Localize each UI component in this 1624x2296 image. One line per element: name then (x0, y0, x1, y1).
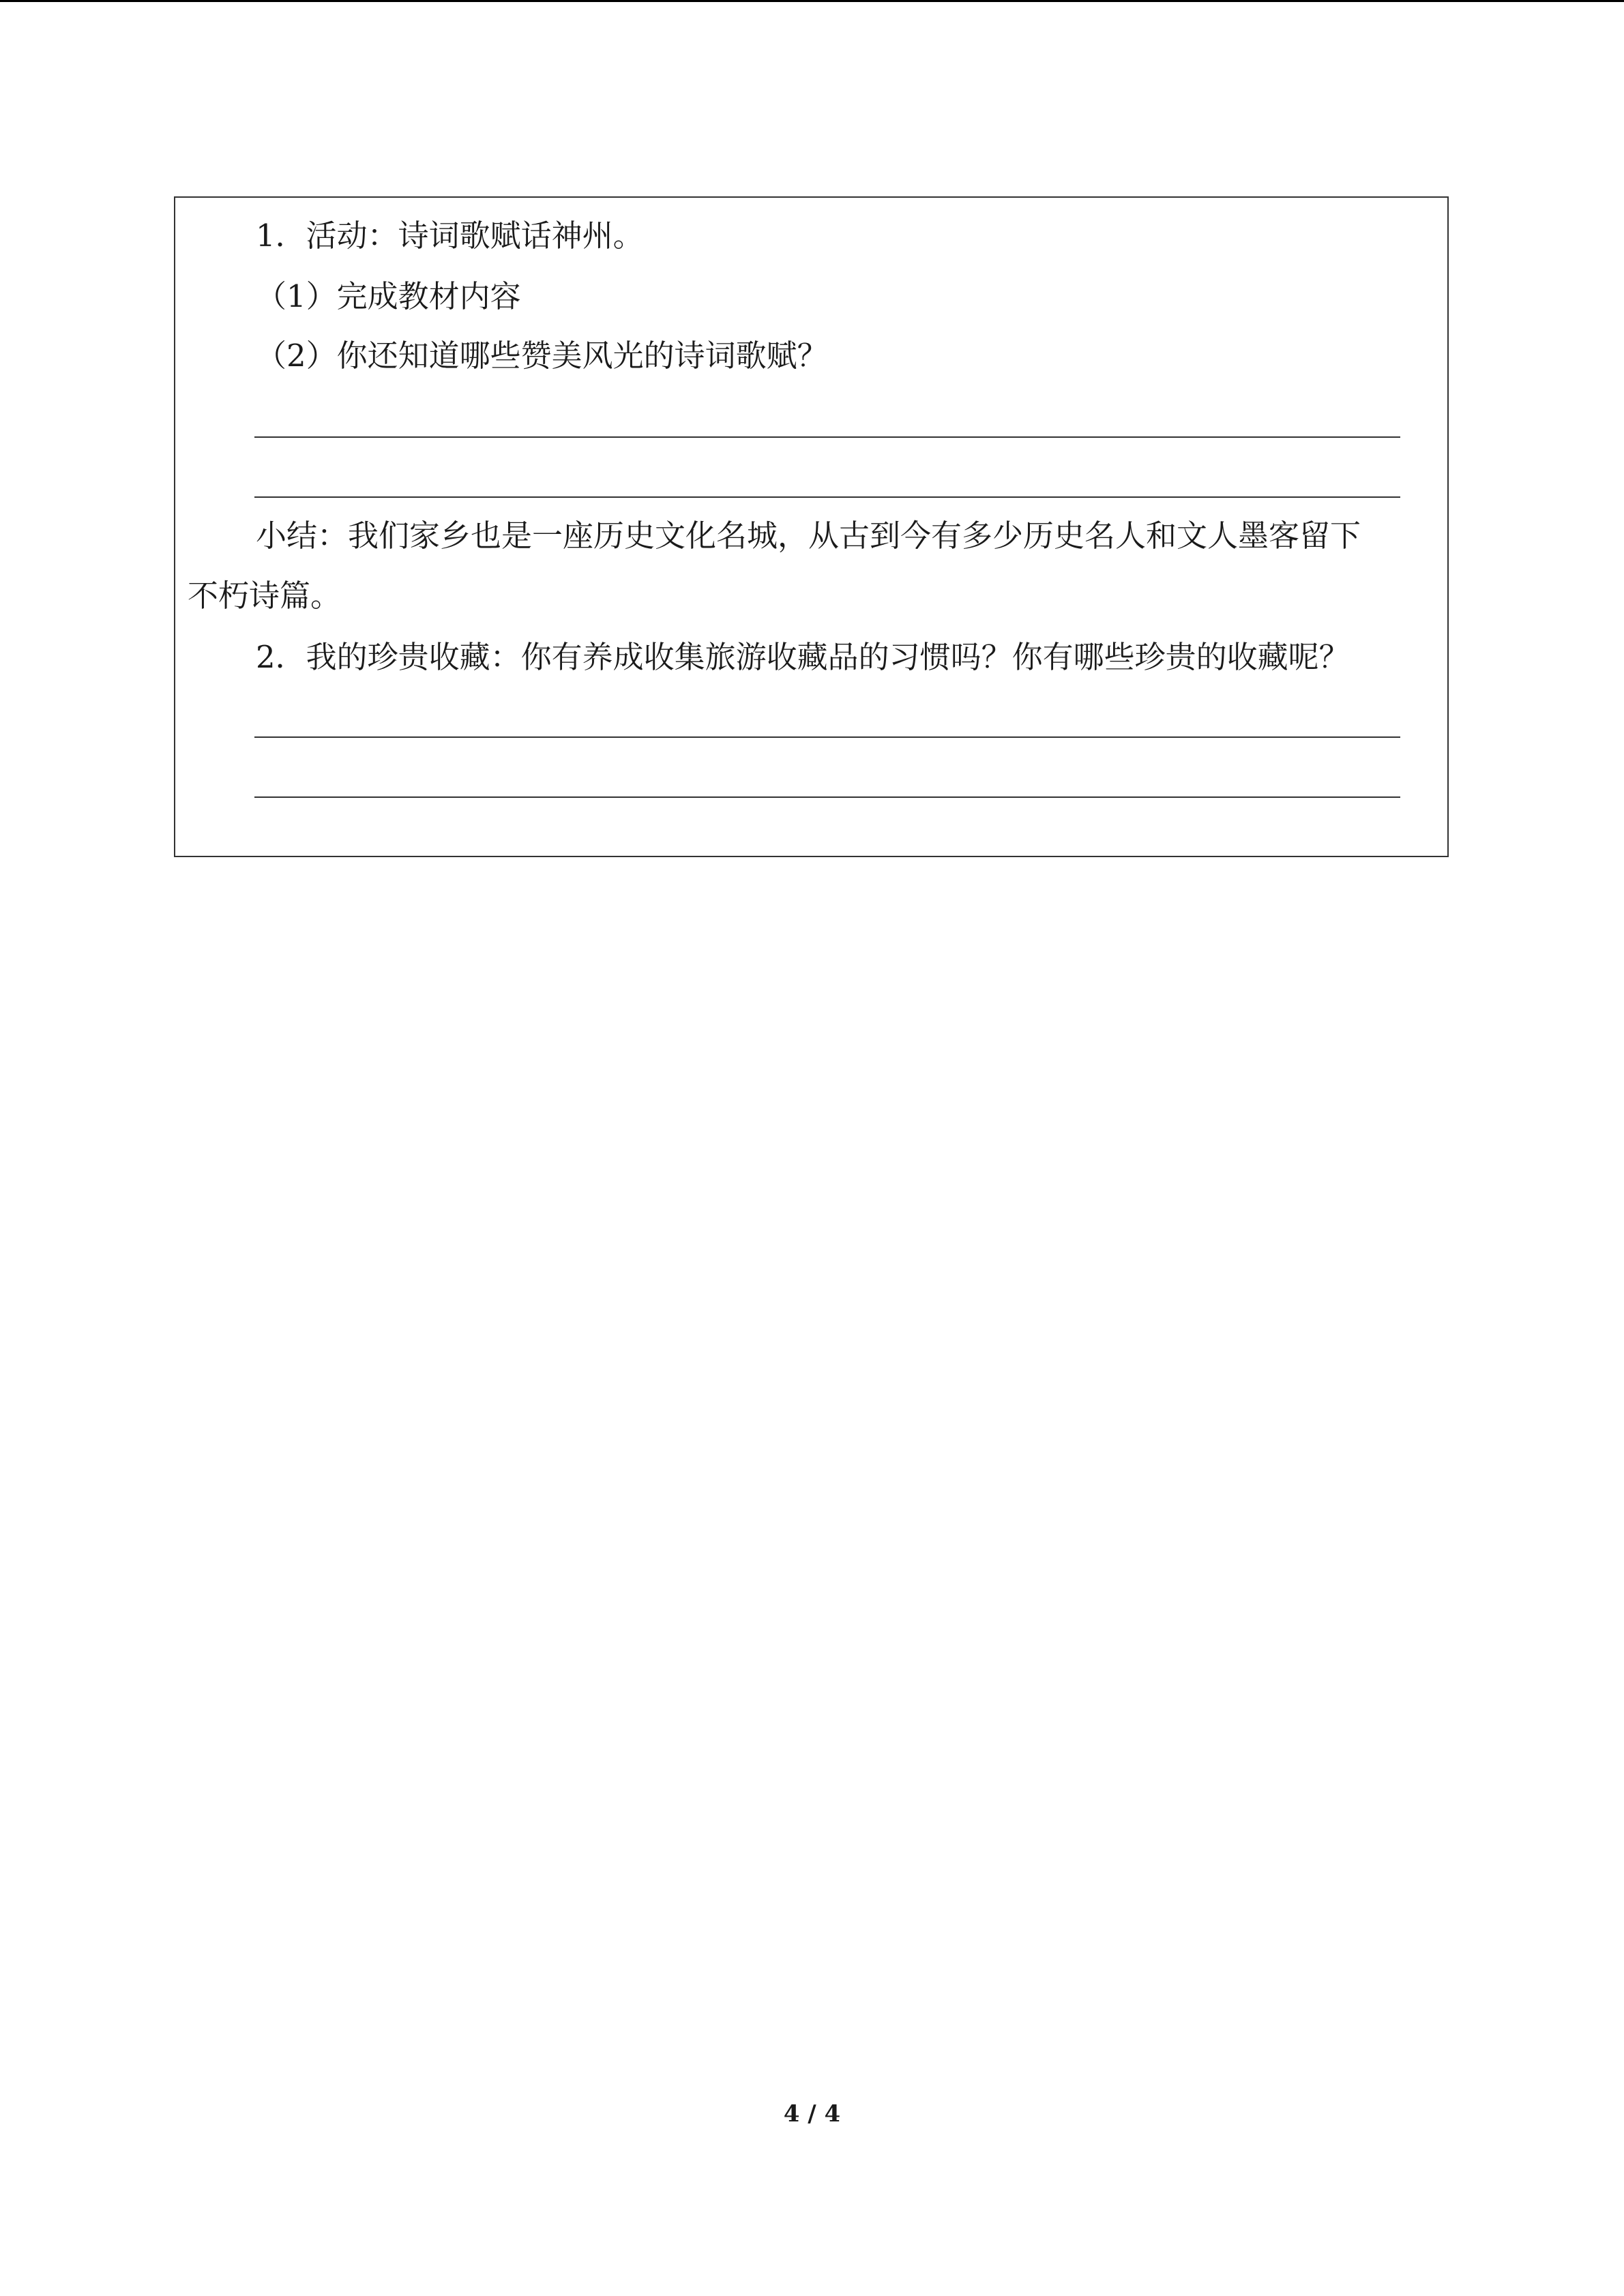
answer-line-1[interactable] (254, 436, 1400, 438)
summary-line-2: 不朽诗篇。 (188, 578, 342, 614)
answer-line-4[interactable] (254, 796, 1400, 798)
page-number: 4 / 4 (783, 2100, 841, 2128)
activity-item-1: 1．活动：诗词歌赋话神州。 (256, 218, 644, 254)
answer-line-2[interactable] (254, 496, 1400, 498)
activity-sub-2: （2）你还知道哪些赞美风光的诗词歌赋？ (256, 338, 828, 374)
collection-item-2: 2．我的珍贵收藏：你有养成收集旅游收藏品的习惯吗？你有哪些珍贵的收藏呢？ (256, 639, 1350, 675)
answer-line-3[interactable] (254, 736, 1400, 738)
summary-line-1: 小结：我们家乡也是一座历史文化名城，从古到今有多少历史名人和文人墨客留下 (256, 518, 1361, 554)
activity-sub-1: （1）完成教材内容 (256, 278, 521, 314)
page-top-border (0, 0, 1624, 2)
